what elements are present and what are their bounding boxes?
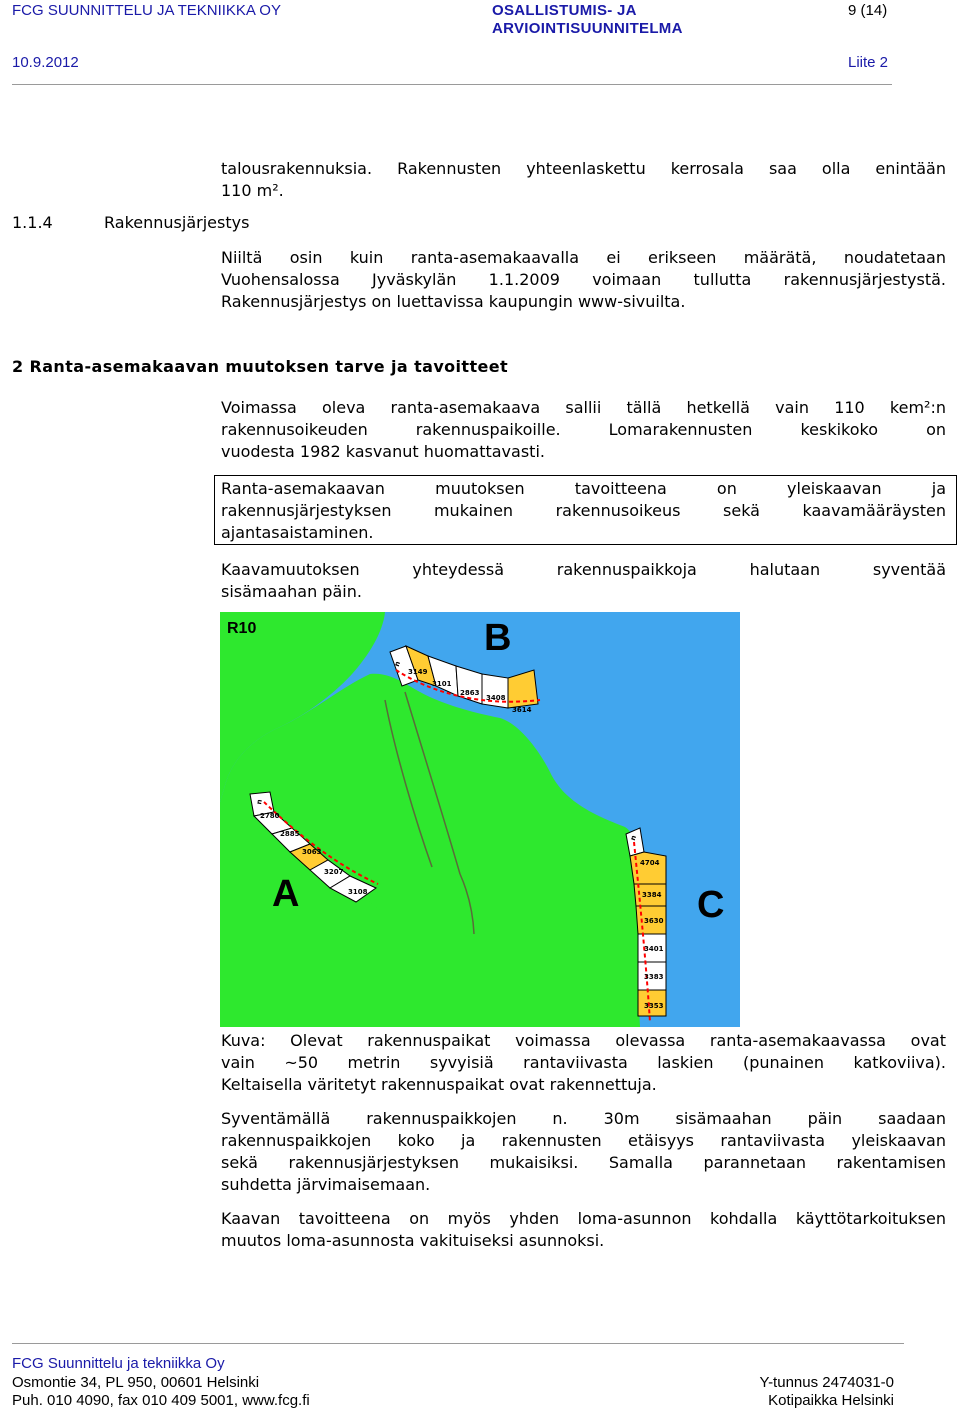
para2-line-2: rakennusjärjestyksen mukainen rakennusoikeus sekä kaavamääräysten: [221, 501, 946, 520]
para4-line-3: sekä rakennusjärjestyksen mukaisiksi. Samalla parannetaan rakentamisen: [221, 1153, 946, 1172]
paragraph-5: [221, 1208, 946, 1252]
map-mark-c: n: [628, 834, 639, 842]
section-114-line-3: Rakennusjärjestys on luettavissa kaupungin www-sivuilta.: [221, 292, 686, 311]
footer-company: FCG Suunnittelu ja tekniikka Oy: [12, 1355, 225, 1372]
para4-line-1: Syventämällä rakennuspaikkojen n. 30m sisämaahan päin saadaan: [221, 1109, 946, 1128]
section-114-title: Rakennusjärjestys: [104, 213, 250, 232]
caption-line-1: Kuva: Olevat rakennuspaikat voimassa olevassa ranta-asemakaavassa ovat: [221, 1031, 946, 1050]
para1-line-3: vuodesta 1982 kasvanut huomattavasti.: [221, 442, 545, 461]
map-zone-c-label: C: [697, 884, 725, 926]
section-2-paragraph-1: [221, 397, 946, 463]
map-plot-label: 3401: [644, 945, 664, 953]
para3-line-2: sisämaahan päin.: [221, 582, 362, 601]
map-plot-label: 3101: [432, 680, 452, 688]
map-mark-b: n: [392, 660, 403, 668]
map-plot-label: 3108: [348, 888, 368, 896]
map-zone-b-label: B: [484, 617, 512, 659]
map-area-label: R10: [227, 620, 257, 637]
map-caption: [221, 1030, 946, 1096]
section-114-paragraph: [221, 247, 946, 313]
header-page-number: 9 (14): [848, 2, 888, 19]
para1-line-1: Voimassa oleva ranta-asemakaava sallii tällä hetkellä vain 110 kem²:n: [221, 398, 946, 417]
caption-line-3: Keltaisella väritetyt rakennuspaikat ovat rakennettuja.: [221, 1075, 657, 1094]
map-plot-label: 3353: [644, 1002, 664, 1010]
para2-line-3: ajantasaistaminen.: [221, 523, 374, 542]
intro-line-2: 110 m².: [221, 181, 284, 200]
caption-line-2: vain ~50 metrin syvyisiä rantaviivasta laskien (punainen katkoviiva).: [221, 1053, 946, 1072]
section-114-line-2: Vuohensalossa Jyväskylän 1.1.2009 voimaan tullutta rakennusjärjestystä.: [221, 270, 946, 289]
paragraph-4: [221, 1108, 946, 1196]
para3-line-1: Kaavamuutoksen yhteydessä rakennuspaikkoja halutaan syventää: [221, 560, 946, 579]
map-plot-label: 3384: [642, 891, 662, 899]
section-114-line-1: Niiltä osin kuin ranta-asemakaavalla ei erikseen määrätä, noudatetaan: [221, 248, 946, 267]
map-plot-label: 2780: [260, 812, 280, 820]
para5-line-2: muutos loma-asunnosta vakituiseksi asunnoksi.: [221, 1231, 605, 1250]
header-date: 10.9.2012: [12, 54, 79, 71]
footer-contact: Puh. 010 4090, fax 010 409 5001, www.fcg.fi: [12, 1392, 310, 1409]
map-plot-label: 3408: [486, 694, 506, 702]
map-plot-label: 4704: [640, 859, 660, 867]
map-plot-label: 3383: [644, 973, 664, 981]
para5-line-1: Kaavan tavoitteena on myös yhden loma-asunnon kohdalla käyttötarkoituksen: [221, 1209, 946, 1228]
map-plot-label: 2863: [460, 689, 480, 697]
map-zone-a-label: A: [272, 873, 300, 915]
footer-domicile: Kotipaikka Helsinki: [768, 1392, 894, 1409]
header-doc-title-line1: OSALLISTUMIS- JA: [492, 2, 637, 19]
para4-line-4: suhdetta järvimaisemaan.: [221, 1175, 431, 1194]
map-plot-label: 3630: [644, 917, 664, 925]
zoning-map: [220, 612, 740, 1027]
plot-b-3408: [482, 674, 508, 708]
footer-business-id: Y-tunnus 2474031-0: [759, 1374, 894, 1391]
map-plot-label: 2885: [280, 830, 300, 838]
section-2-paragraph-2: [221, 478, 946, 544]
map-mark-a: n: [255, 798, 264, 806]
header-attachment: Liite 2: [848, 54, 889, 71]
section-114-number: 1.1.4: [12, 213, 53, 232]
zoning-map-svg: [220, 612, 740, 1027]
footer-address: Osmontie 34, PL 950, 00601 Helsinki: [12, 1374, 260, 1391]
section-2-heading: 2 Ranta-asemakaavan muutoksen tarve ja tavoitteet: [12, 357, 509, 376]
map-plot-label: 3207: [324, 868, 344, 876]
intro-line-1: talousrakennuksia. Rakennusten yhteenlaskettu kerrosala saa olla enintään: [221, 159, 946, 178]
section-2-paragraph-3: [221, 559, 946, 603]
para4-line-2: rakennuspaikkojen koko ja rakennusten etäisyys rantaviivasta yleiskaavan: [221, 1131, 946, 1150]
para1-line-2: rakennusoikeuden rakennuspaikoille. Lomarakennusten keskikoko on: [221, 420, 946, 439]
footer-divider: [12, 1343, 904, 1344]
header-doc-title-line2: ARVIOINTISUUNNITELMA: [492, 20, 683, 37]
map-plot-label: 3614: [512, 706, 532, 714]
header-divider: [12, 84, 892, 85]
map-plot-label: 3063: [302, 848, 322, 856]
para2-line-1: Ranta-asemakaavan muutoksen tavoitteena on yleiskaavan ja: [221, 479, 946, 498]
map-plot-label: 3149: [408, 668, 428, 676]
header-company: FCG SUUNNITTELU JA TEKNIIKKA OY: [12, 2, 281, 19]
